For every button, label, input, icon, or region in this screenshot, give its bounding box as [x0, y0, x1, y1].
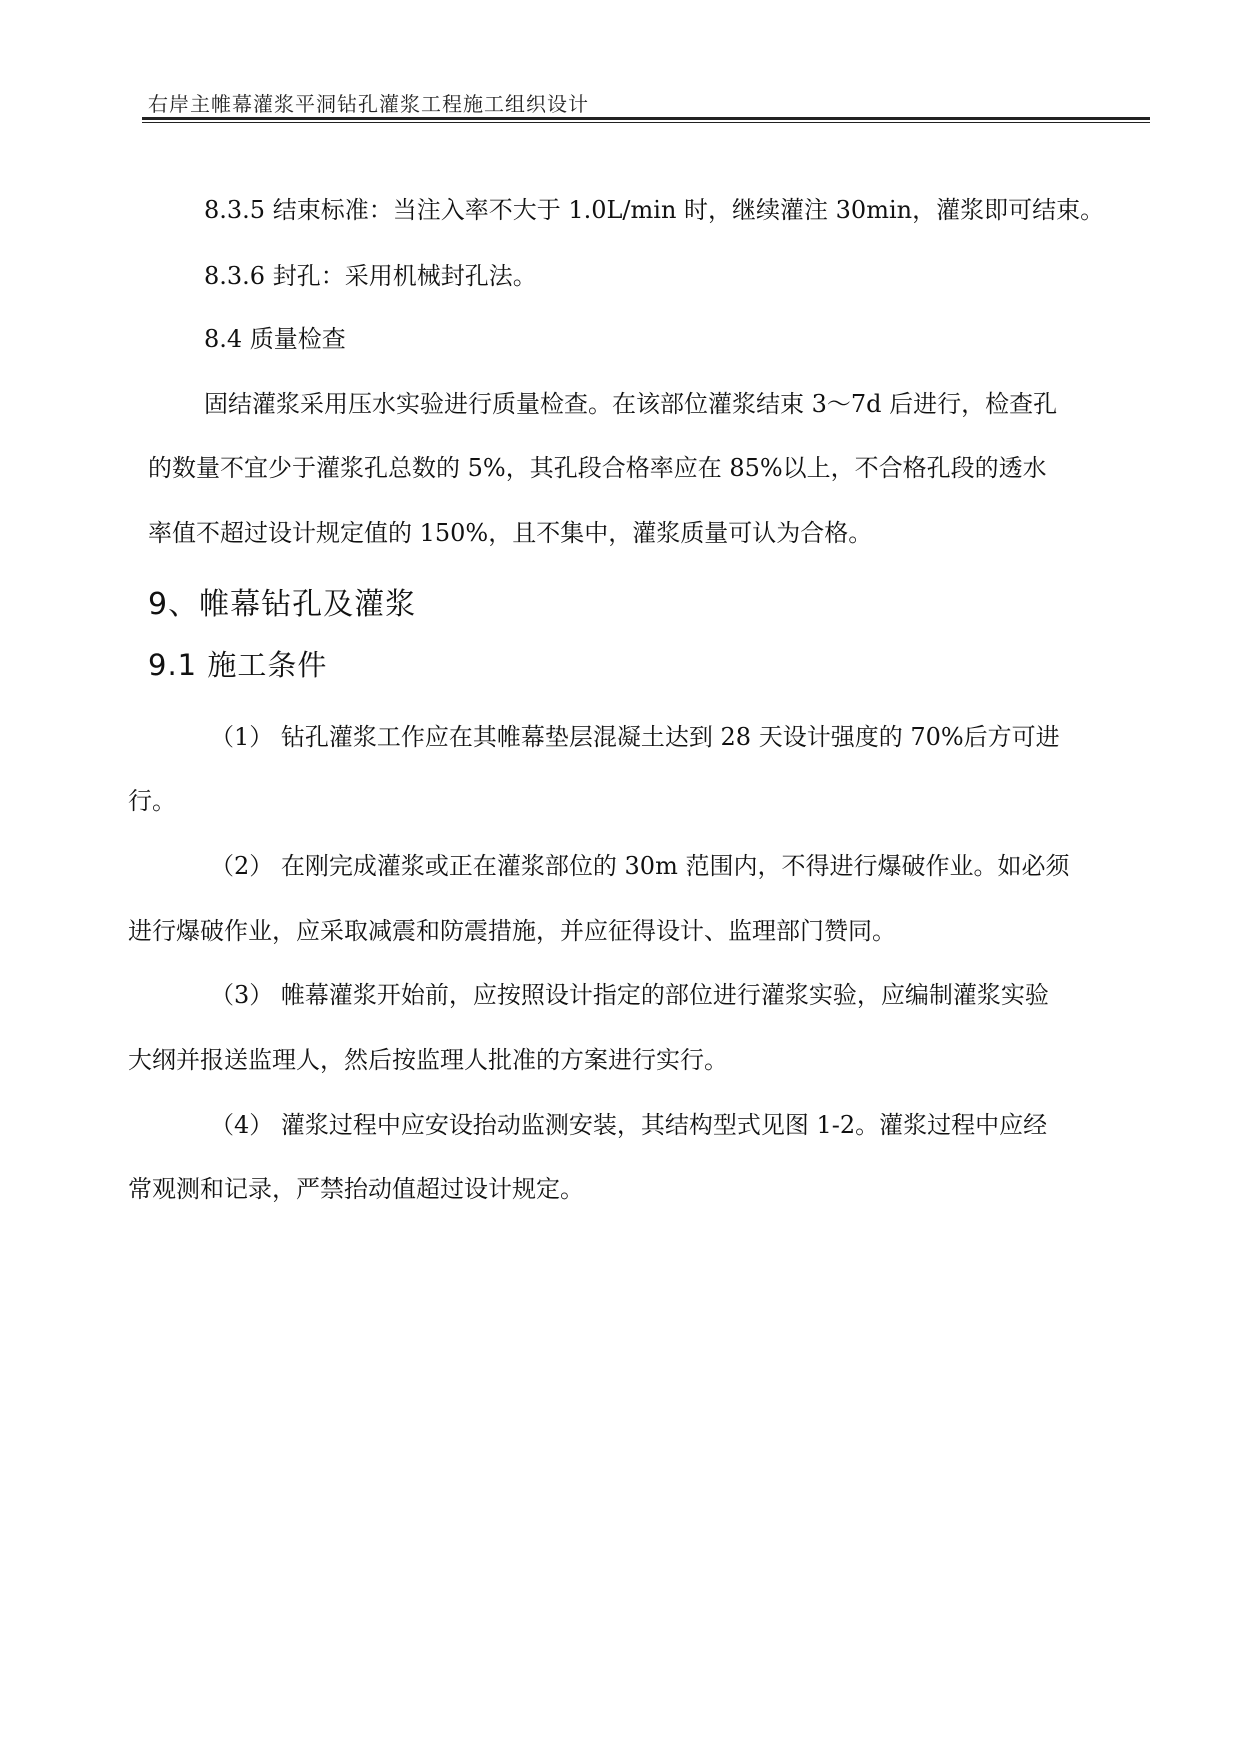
item-4-line-2: 常观测和记录，严禁抬动值超过设计规定。: [128, 1175, 584, 1203]
item-2-line-1: （2） 在刚完成灌浆或正在灌浆部位的 30m 范围内，不得进行爆破作业。如必须: [210, 852, 1070, 880]
item-3-line-2: 大纲并报送监理人，然后按监理人批准的方案进行实行。: [128, 1046, 728, 1074]
heading-8-4: 8.4 质量检查: [204, 325, 346, 353]
header-rule-thin: [142, 122, 1150, 123]
quality-paragraph-line-1: 固结灌浆采用压水实验进行质量检查。在该部位灌浆结束 3～7d 后进行，检查孔: [204, 390, 1058, 418]
item-4-line-1: （4） 灌浆过程中应安设抬动监测安装，其结构型式见图 1-2。灌浆过程中应经: [210, 1111, 1048, 1139]
header-rule: [142, 117, 1150, 120]
quality-paragraph-line-2: 的数量不宜少于灌浆孔总数的 5%，其孔段合格率应在 85%以上，不合格孔段的透水: [148, 454, 1047, 482]
header-title: 右岸主帷幕灌浆平洞钻孔灌浆工程施工组织设计: [148, 92, 589, 116]
heading-9: 9、帷幕钻孔及灌浆: [148, 587, 417, 622]
item-3-line-1: （3） 帷幕灌浆开始前，应按照设计指定的部位进行灌浆实验，应编制灌浆实验: [210, 981, 1049, 1009]
quality-paragraph-line-3: 率值不超过设计规定值的 150%，且不集中，灌浆质量可认为合格。: [148, 519, 873, 547]
item-1-line-1: （1） 钻孔灌浆工作应在其帷幕垫层混凝土达到 28 天设计强度的 70%后方可进: [210, 723, 1060, 751]
paragraph-8-3-5: 8.3.5 结束标准：当注入率不大于 1.0L/min 时，继续灌注 30min，灌浆即可结束。: [204, 196, 1105, 224]
heading-9-1: 9.1 施工条件: [148, 648, 328, 682]
paragraph-8-3-6: 8.3.6 封孔：采用机械封孔法。: [204, 262, 537, 290]
item-2-line-2: 进行爆破作业，应采取减震和防震措施，并应征得设计、监理部门赞同。: [128, 917, 896, 945]
item-1-line-2: 行。: [128, 787, 176, 815]
